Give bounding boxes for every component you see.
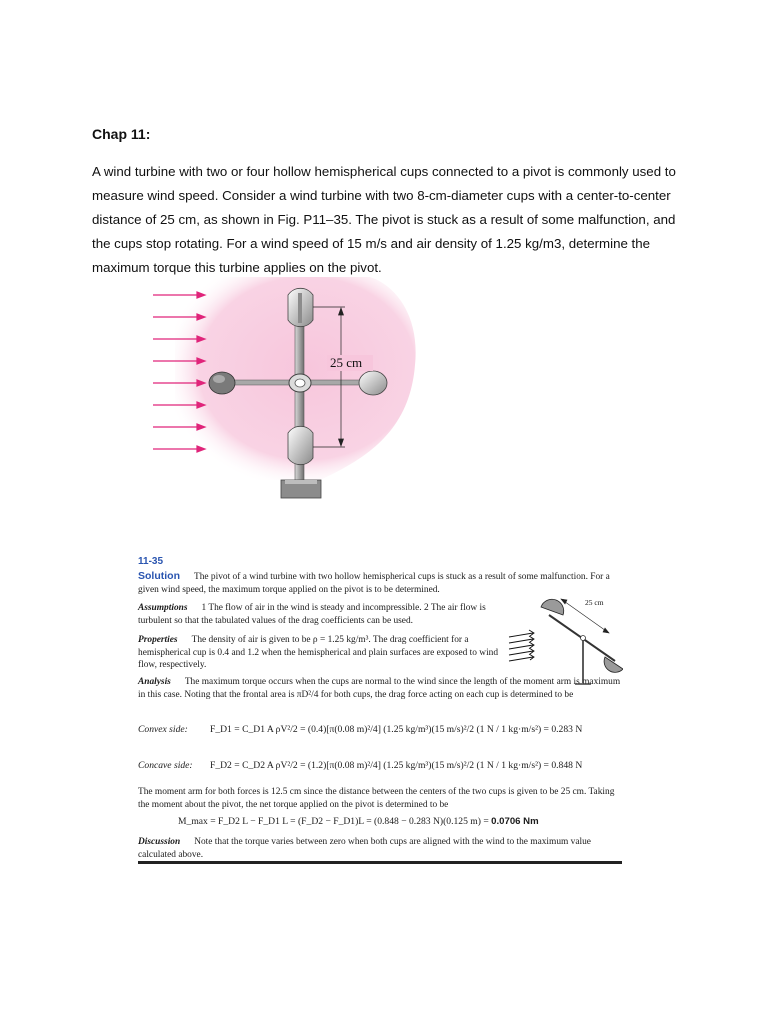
left-cup <box>209 372 235 394</box>
dimension-label: 25 cm <box>330 355 363 370</box>
wind-turbine-figure <box>145 275 485 505</box>
torque-equation: M_max = F_D2 L − F_D1 L = (F_D2 − F_D1)L = (0.848 − 0.283 N)(0.125 m) = <box>178 816 489 827</box>
solution-wind-arrow <box>509 636 534 643</box>
bottom-cup <box>288 426 313 464</box>
page-heading: Chap 11: <box>92 126 151 142</box>
solution-wind-arrow <box>509 630 534 637</box>
top-cup <box>288 288 313 326</box>
solution-wind-arrow <box>509 648 534 655</box>
moment-paragraph: The moment arm for both forces is 12.5 cm since the distance between the centers of the two cups is given to be 25 cm. Taking the moment about the pivot, the net torque applied on the pivot is determined to be <box>138 787 615 810</box>
properties-label: Properties <box>138 635 178 645</box>
solution-wind-arrow <box>509 642 534 649</box>
assumptions-text: 1 The flow of air in the wind is steady and incompressible. 2 The air flow is turbulent so that the tabulated values of the drag coefficients can be used. <box>138 603 486 626</box>
convex-label: Convex side: <box>138 724 188 735</box>
discussion-paragraph <box>138 836 624 861</box>
solution-dimension-label: 25 cm <box>585 598 604 607</box>
analysis-label: Analysis <box>138 677 171 687</box>
solution-left-cup <box>541 599 564 615</box>
solution-wind-arrow <box>509 654 534 661</box>
torque-equation-row <box>178 816 539 829</box>
discussion-label: Discussion <box>138 837 181 847</box>
problem-statement: A wind turbine with two or four hollow hemispherical cups connected to a pivot is commonly used to measure wind speed. Consider a wind turbine with two 8-cm-diameter cups with a center-to-center distance of 25 cm, as shown in Fig. P11–35. The pivot is stuck as a result of some malfunction, and the cups stop rotating. For a wind speed of 15 m/s and air density of 1.25 kg/m3, determine the maximum torque this turbine applies on the pivot. <box>92 164 676 275</box>
discussion-text: Note that the torque varies between zero when both cups are aligned with the wind to the maximum value calculated above. <box>138 837 591 860</box>
properties-text: The density of air is given to be ρ = 1.25 kg/m³. The drag coefficient for a hemispherical cup is 0.4 and 1.2 when the hemispherical and plain surfaces are exposed to wind flow, respectively. <box>138 635 499 671</box>
concave-equation: F_D2 = C_D2 A ρV²/2 = (1.2)[π(0.08 m)²/4] (1.25 kg/m³)(15 m/s)²/2 (1 N / 1 kg·m/s²) = 0.848 N <box>210 760 583 771</box>
convex-equation-row <box>138 724 582 737</box>
torque-result: 0.0706 Nm <box>491 816 539 827</box>
solution-text: The pivot of a wind turbine with two hollow hemispherical cups is stuck as a result of some malfunction. For a given wind speed, the maximum torque applied on the pivot is to be determined. <box>138 572 610 595</box>
solution-label: Solution <box>138 570 180 582</box>
right-cup <box>359 371 387 395</box>
analysis-text: The maximum torque occurs when the cups are normal to the wind since the length of the moment arm is maximum in this case. Noting that the frontal area is πD²/4 for both cups, the drag force acting on each cup is determined to be <box>138 677 621 700</box>
assumptions-paragraph <box>138 602 500 627</box>
assumptions-label: Assumptions <box>138 603 188 613</box>
solution-turbine-figure <box>505 585 623 687</box>
convex-equation: F_D1 = C_D1 A ρV²/2 = (0.4)[π(0.08 m)²/4] (1.25 kg/m³)(15 m/s)²/2 (1 N / 1 kg·m/s²) = 0.283 N <box>210 724 583 735</box>
solution-bottom-rule <box>138 861 622 864</box>
concave-label: Concave side: <box>138 760 193 771</box>
turbine-pole <box>295 315 304 493</box>
solution-wind-arrows <box>509 630 534 661</box>
properties-paragraph <box>138 634 500 672</box>
solution-number: 11-35 <box>138 556 164 567</box>
concave-equation-row <box>138 760 582 773</box>
